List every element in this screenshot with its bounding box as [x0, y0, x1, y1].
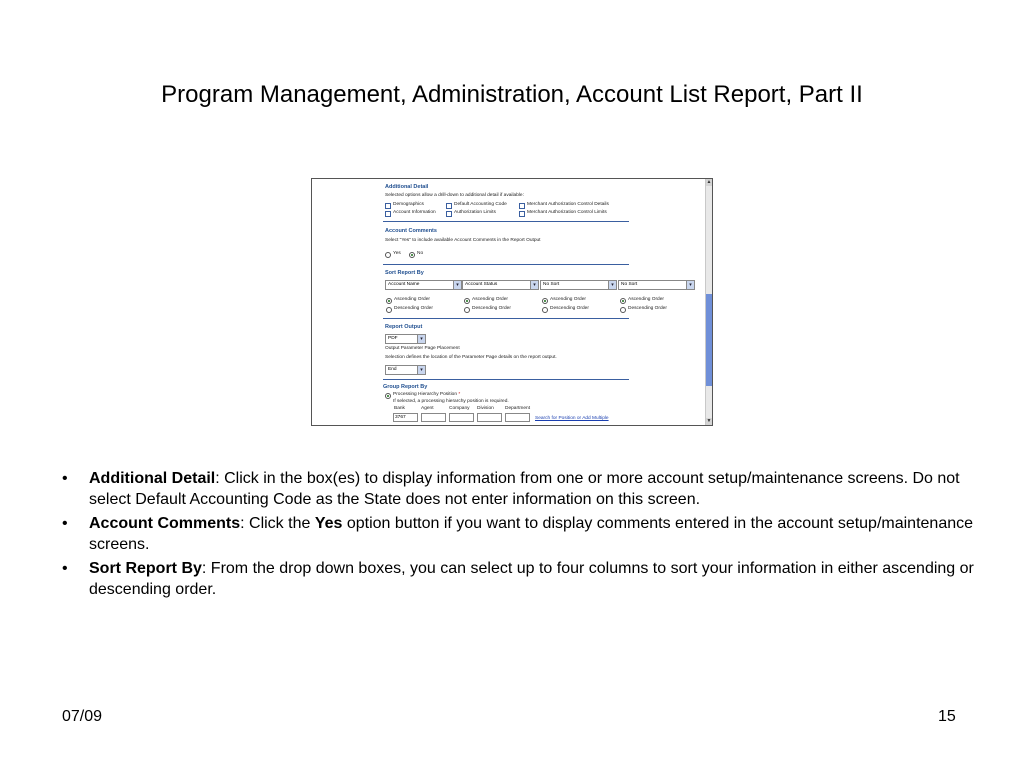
- placement-label: Output Parameter Page Placement: [385, 346, 460, 351]
- bullet-list: [62, 468, 982, 603]
- section-divider: [383, 264, 629, 265]
- account-comments-heading: Account Comments: [385, 228, 437, 234]
- department-input[interactable]: [505, 413, 530, 422]
- additional-detail-heading: Additional Detail: [385, 184, 429, 190]
- hierarchy-note: If selected, a processing hierarchy position is required.: [393, 399, 509, 404]
- division-input[interactable]: [477, 413, 502, 422]
- sort-select-1[interactable]: [385, 280, 462, 290]
- comments-yes-radio[interactable]: [385, 252, 391, 258]
- section-divider: [383, 221, 629, 222]
- bullet-text: : From the drop down boxes, you can select up to four columns to sort your information in either ascending or descending order.: [89, 560, 974, 598]
- bullet-sort-report-by: [62, 558, 982, 600]
- ascending-order-label: Ascending Order: [472, 297, 508, 302]
- report-format-value: PDF: [388, 336, 398, 341]
- processing-hierarchy-label: [393, 392, 460, 398]
- account-information-checkbox[interactable]: [385, 211, 391, 217]
- placement-help: Selection defines the location of the Parameter Page details on the report output.: [385, 355, 557, 360]
- page-number: 15: [938, 708, 956, 725]
- sort-1-descending-radio[interactable]: [386, 307, 392, 313]
- descending-order-label: Descending Order: [394, 306, 433, 311]
- sort-select-2-value: Account Status: [465, 282, 498, 287]
- bullet-text: : Click in the box(es) to display information from one or more account setup/maintenance screens. Do not select Default Accounting Code as the State does not enter information on this screen.: [89, 470, 960, 508]
- bullet-text: : Click the: [240, 515, 315, 532]
- comments-no-label: No: [417, 251, 424, 256]
- sort-3-descending-radio[interactable]: [542, 307, 548, 313]
- company-column-label: Company: [449, 406, 470, 411]
- bullet-additional-detail: [62, 468, 982, 510]
- chevron-down-icon: ▾: [530, 281, 538, 289]
- bullet-term: Sort Report By: [89, 560, 202, 577]
- chevron-down-icon: ▾: [417, 366, 425, 374]
- comments-yes-label: Yes: [393, 251, 401, 256]
- bank-column-label: Bank: [394, 406, 405, 411]
- agent-input[interactable]: [421, 413, 446, 422]
- account-comments-instructions: Select "Yes" to include available Account Comments in the Report Output: [385, 238, 541, 243]
- sort-select-4-value: No Sort: [621, 282, 638, 287]
- section-divider: [383, 379, 629, 380]
- company-input[interactable]: [449, 413, 474, 422]
- report-options-screenshot: [311, 178, 713, 426]
- search-position-link[interactable]: Search for Position or Add Multiple: [535, 416, 609, 421]
- merchant-auth-control-limits-label: Merchant Authorization Control Limits: [527, 210, 607, 215]
- scroll-thumb[interactable]: [706, 294, 712, 386]
- sort-4-descending-radio[interactable]: [620, 307, 626, 313]
- ascending-order-label: Ascending Order: [628, 297, 664, 302]
- descending-order-label: Descending Order: [628, 306, 667, 311]
- footer-date: 07/09: [62, 708, 103, 725]
- merchant-auth-control-details-label: Merchant Authorization Control Details: [527, 202, 609, 207]
- sort-4-ascending-radio[interactable]: [620, 298, 626, 304]
- additional-detail-instructions: Selected options allow a drill-down to additional detail if available:: [385, 193, 524, 198]
- chevron-down-icon: ▾: [453, 281, 461, 289]
- account-information-label: Account Information: [393, 210, 436, 215]
- bullet-symbol: •: [62, 515, 68, 532]
- placement-select[interactable]: [385, 365, 426, 375]
- sort-2-descending-radio[interactable]: [464, 307, 470, 313]
- division-column-label: Division: [477, 406, 494, 411]
- ascending-order-label: Ascending Order: [394, 297, 430, 302]
- bullet-account-comments: [62, 513, 982, 555]
- sort-select-1-value: Account Name: [388, 282, 420, 287]
- bullet-symbol: •: [62, 560, 68, 577]
- report-format-select[interactable]: [385, 334, 426, 344]
- chevron-down-icon: ▾: [686, 281, 694, 289]
- processing-hierarchy-radio[interactable]: [385, 393, 391, 399]
- report-output-heading: Report Output: [385, 324, 423, 330]
- chevron-down-icon: ▾: [417, 335, 425, 343]
- required-mark: *: [458, 392, 461, 397]
- report-options-panel: [312, 179, 705, 425]
- bullet-term: Account Comments: [89, 515, 241, 532]
- vertical-scrollbar[interactable]: [705, 179, 712, 425]
- authorization-limits-label: Authorization Limits: [454, 210, 496, 215]
- sort-select-4[interactable]: [618, 280, 695, 290]
- chevron-down-icon: ▾: [608, 281, 616, 289]
- section-divider: [383, 318, 629, 319]
- sort-report-by-heading: Sort Report By: [385, 270, 424, 276]
- sort-select-3[interactable]: [540, 280, 617, 290]
- demographics-checkbox[interactable]: [385, 203, 391, 209]
- sort-select-2[interactable]: [462, 280, 539, 290]
- descending-order-label: Descending Order: [472, 306, 511, 311]
- department-column-label: Department: [505, 406, 531, 411]
- bullet-emphasis: Yes: [314, 515, 343, 532]
- authorization-limits-checkbox[interactable]: [446, 211, 452, 217]
- group-report-by-heading: Group Report By: [383, 384, 428, 390]
- default-accounting-code-label: Default Accounting Code: [454, 202, 507, 207]
- scroll-down-icon[interactable]: ▼: [706, 418, 712, 424]
- sort-2-ascending-radio[interactable]: [464, 298, 470, 304]
- slide-title: Program Management, Administration, Account List Report, Part II: [161, 81, 863, 108]
- bullet-text: option button if you want to display comments entered in the account setup/maintenance screens.: [89, 515, 974, 553]
- demographics-label: Demographics: [393, 202, 424, 207]
- scroll-up-icon[interactable]: ▲: [706, 179, 712, 185]
- merchant-auth-control-details-checkbox[interactable]: [519, 203, 525, 209]
- processing-hierarchy-text: Processing Hierarchy Position: [393, 392, 457, 397]
- bullet-term: Additional Detail: [89, 470, 216, 487]
- sort-select-3-value: No Sort: [543, 282, 560, 287]
- bank-input[interactable]: 3767: [393, 413, 418, 422]
- ascending-order-label: Ascending Order: [550, 297, 586, 302]
- sort-3-ascending-radio[interactable]: [542, 298, 548, 304]
- comments-no-radio[interactable]: [409, 252, 415, 258]
- descending-order-label: Descending Order: [550, 306, 589, 311]
- agent-column-label: Agent: [421, 406, 434, 411]
- default-accounting-code-checkbox[interactable]: [446, 203, 452, 209]
- placement-value: End: [388, 367, 397, 372]
- merchant-auth-control-limits-checkbox[interactable]: [519, 211, 525, 217]
- sort-1-ascending-radio[interactable]: [386, 298, 392, 304]
- bullet-symbol: •: [62, 470, 68, 487]
